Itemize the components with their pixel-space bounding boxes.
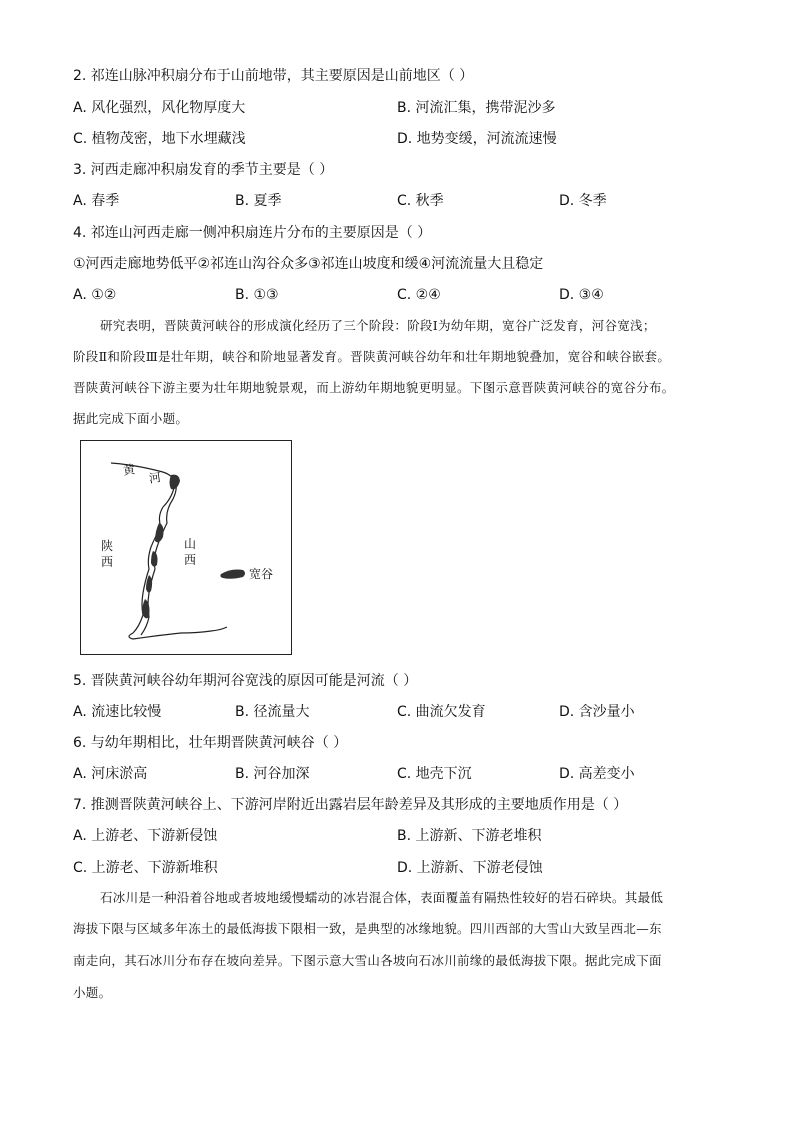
q7-option-a[interactable]: A. 上游老、下游新侵蚀: [73, 828, 218, 844]
passage2-line-2: 海拔下限与区域多年冻土的最低海拔下限相一致，是典型的冰缘地貌。四川西部的大雪山大致呈西北—东: [73, 921, 662, 936]
q4-statements: ①河西走廊地势低平②祁连山沟谷众多③祁连山坡度和缓④河流流量大且稳定: [73, 256, 544, 272]
passage2-line-3: 南走向，其石冰川分布存在坡向差异。下图示意大雪山各坡向石冰川前缘的最低海拔下限。据此完成下面: [73, 953, 662, 968]
q5-option-b[interactable]: B. 径流量大: [235, 704, 310, 720]
q5-option-c[interactable]: C. 曲流欠发育: [397, 704, 486, 720]
q3-option-c[interactable]: C. 秋季: [397, 193, 444, 209]
q4-option-d[interactable]: D. ③④: [559, 287, 604, 303]
wide-valley-segment: [151, 551, 158, 567]
q2-option-c[interactable]: C. 植物茂密，地下水埋藏浅: [73, 131, 246, 147]
q3-stem: 3. 河西走廊冲积扇发育的季节主要是（ ）: [73, 162, 334, 178]
river-label-huang: 黄: [122, 462, 136, 478]
q2-option-d[interactable]: D. 地势变缓，河流流速慢: [397, 131, 557, 147]
passage1-line-1: 研究表明，晋陕黄河峡谷的形成演化经历了三个阶段：阶段Ⅰ为幼年期，宽谷广泛发育，河谷宽浅；: [100, 318, 656, 333]
q7-option-c[interactable]: C. 上游老、下游新堆积: [73, 860, 218, 876]
q4-stem: 4. 祁连山河西走廊一侧冲积扇连片分布的主要原因是（ ）: [73, 225, 432, 241]
passage2-line-4: 小题。: [73, 985, 112, 1000]
passage1-line-4: 据此完成下面小题。: [73, 411, 189, 426]
q6-option-b[interactable]: B. 河谷加深: [235, 766, 310, 782]
q6-option-d[interactable]: D. 高差变小: [559, 766, 635, 782]
q2-option-a[interactable]: A. 风化强烈，风化物厚度大: [73, 100, 246, 116]
q4-option-c[interactable]: C. ②④: [397, 287, 441, 303]
q7-option-d[interactable]: D. 上游新、下游老侵蚀: [397, 860, 543, 876]
q4-option-b[interactable]: B. ①③: [235, 287, 279, 303]
q6-option-c[interactable]: C. 地壳下沉: [397, 766, 472, 782]
wide-valley-legend-swatch: [220, 570, 245, 579]
q2-stem: 2. 祁连山脉冲积扇分布于山前地带，其主要原因是山前地区（ ）: [73, 68, 474, 84]
q5-stem: 5. 晋陕黄河峡谷幼年期河谷宽浅的原因可能是河流（ ）: [73, 673, 418, 689]
shanxi-label-1: 山: [184, 537, 197, 551]
passage1-line-3: 晋陕黄河峡谷下游主要为壮年期地貌景观，而上游幼年期地貌更明显。下图示意晋陕黄河峡谷的宽谷分布。: [73, 380, 675, 395]
passage2-line-1: 石冰川是一种沿着谷地或者坡地缓慢蠕动的冰岩混合体，表面覆盖有隔热性较好的岩石碎块。其最低: [100, 890, 664, 905]
wide-valley-segment: [155, 523, 164, 542]
river-label-he: 河: [148, 470, 162, 486]
q5-option-a[interactable]: A. 流速比较慢: [73, 704, 162, 720]
q3-option-b[interactable]: B. 夏季: [235, 193, 282, 209]
q6-stem: 6. 与幼年期相比，壮年期晋陕黄河峡谷（ ）: [73, 735, 348, 751]
legend-wide-valley-label: 宽谷: [249, 567, 274, 581]
q3-option-a[interactable]: A. 春季: [73, 193, 120, 209]
q5-option-d[interactable]: D. 含沙量小: [559, 704, 635, 720]
shaanxi-label-2: 西: [101, 555, 114, 569]
q6-option-a[interactable]: A. 河床淤高: [73, 766, 148, 782]
wide-valley-segment: [170, 475, 181, 490]
q7-option-b[interactable]: B. 上游新、下游老堆积: [397, 828, 542, 844]
passage1-line-2: 阶段Ⅱ和阶段Ⅲ是壮年期，峡谷和阶地显著发育。晋陕黄河峡谷幼年和壮年期地貌叠加，宽谷和峡谷嵌套。: [73, 349, 671, 364]
yellow-river-gorge-map: [80, 440, 292, 655]
shaanxi-label-1: 陕: [101, 539, 114, 553]
shanxi-label-2: 西: [184, 553, 197, 567]
river-west-bank: [111, 463, 227, 639]
q4-option-a[interactable]: A. ①②: [73, 287, 117, 303]
q3-option-d[interactable]: D. 冬季: [559, 193, 607, 209]
q2-option-b[interactable]: B. 河流汇集，携带泥沙多: [397, 100, 556, 116]
q7-stem: 7. 推测晋陕黄河峡谷上、下游河岸附近出露岩层年龄差异及其形成的主要地质作用是（ ）: [73, 797, 628, 813]
